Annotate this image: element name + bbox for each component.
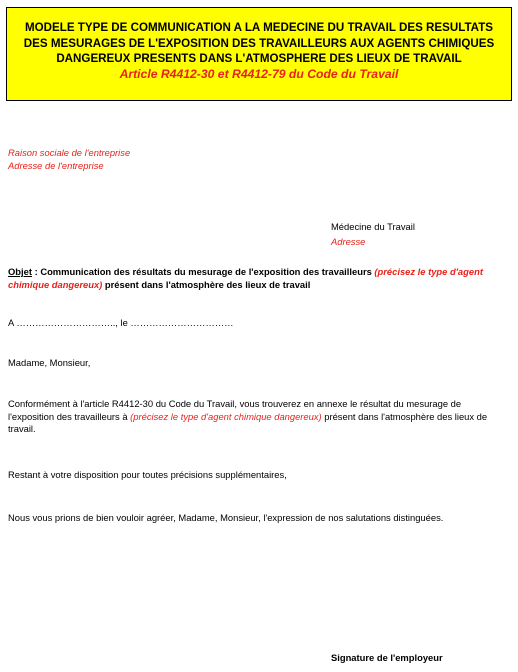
body-placeholder: (précisez le type d'agent chimique dangereux) [130,410,322,422]
body-text: Conformément à l'article R4412-30 du Code du Travail, vous trouverez en annexe le résultat du mesurage de l'exposition des travailleurs à [8,398,462,422]
title-line-1: MODELE TYPE DE COMMUNICATION A LA MEDECINE DU TRAVAIL DES RESULTATS [24,21,494,34]
signature-label: Signature de l'employeur [331,652,443,663]
title-line-2: DES MESURAGES DE L'EXPOSITION DES TRAVAILLEURS AUX AGENTS CHIMIQUES [23,36,495,50]
subject-separator: : [31,266,41,277]
subject-text-end: présent dans l'atmosphère des lieux de travail [102,278,311,290]
place-date-line: A ………………………….., le …………………………… [8,317,234,328]
sender-address: Adresse de l'entreprise [8,160,104,171]
subject-text: Communication des résultats du mesurage de l'exposition des travailleurs [40,266,375,277]
body-paragraph [8,398,494,436]
title-line-3: DANGEREUX PRESENTS DANS L'ATMOSPHERE DES LIEUX DE TRAVAIL [56,52,462,65]
subject-line [8,266,496,291]
body-text-end: présent dans l'atmosphère des lieux de travail. [8,410,488,434]
article-reference: Article R4412-30 et R4412-79 du Code du Travail [119,66,399,81]
salutation: Madame, Monsieur, [8,357,91,368]
subject-label: Objet [8,266,32,277]
sender-company: Raison sociale de l'entreprise [8,147,131,158]
recipient-name: Médecine du Travail [331,221,415,232]
subject-placeholder: (précisez le type d'agent chimique dangereux) [8,266,483,290]
availability-sentence: Restant à votre disposition pour toutes précisions supplémentaires, [8,469,287,480]
closing-formula: Nous vous prions de bien vouloir agréer, Madame, Monsieur, l'expression de nos salutations distinguées. [8,512,444,523]
document-title-box [6,7,512,101]
recipient-address: Adresse [331,236,366,247]
